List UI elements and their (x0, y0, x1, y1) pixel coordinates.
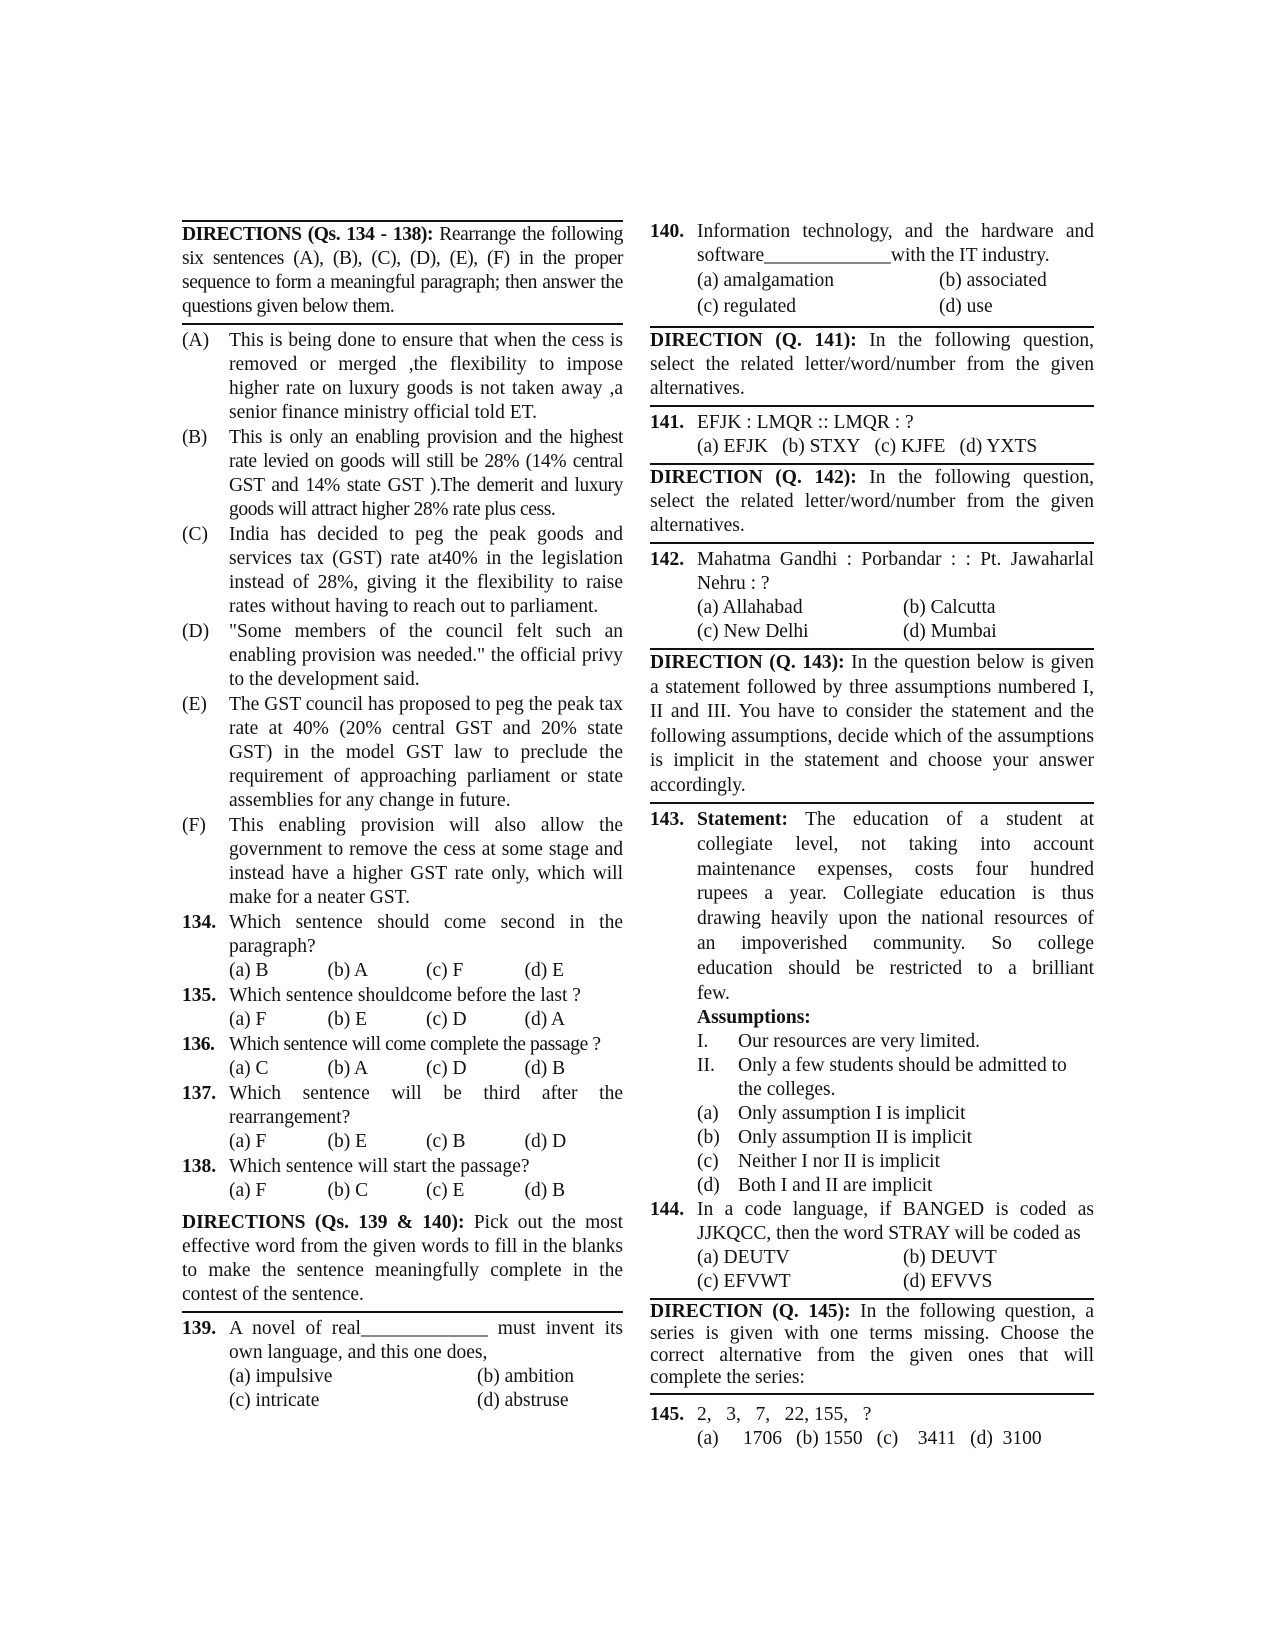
question-text: EFJK : LMQR :: LMQR : ? (697, 412, 914, 433)
question-137 (182, 1082, 623, 1130)
option[interactable]: (d) 3100 (970, 1428, 1042, 1450)
sentence-d (182, 620, 623, 692)
question-number: 139. (182, 1318, 217, 1339)
question-139 (182, 1317, 623, 1365)
options-138 (182, 1179, 623, 1204)
direction-heading: DIRECTION (Q. 143): (650, 652, 845, 673)
option[interactable]: (a) 1706 (697, 1428, 783, 1450)
question-142 (650, 548, 1094, 596)
assumption-label: I. (697, 1031, 709, 1053)
option[interactable]: (b) associated (939, 270, 1047, 291)
question-text: Mahatma Gandhi : Porbandar : : Pt. Jawaharlal Nehru : ? (697, 549, 1094, 594)
option[interactable]: (a) C (229, 1058, 269, 1079)
option[interactable]: (d) B (524, 1180, 566, 1201)
sentence-label: (C) (182, 524, 208, 545)
statement-label: Statement: (697, 809, 788, 830)
question-number: 142. (650, 549, 685, 570)
question-138 (182, 1155, 623, 1179)
option[interactable]: (a) F (229, 1180, 267, 1201)
direction-143 (650, 648, 1094, 804)
left-column (182, 220, 623, 1413)
option[interactable]: (a) EFJK (697, 436, 768, 457)
options-134 (182, 959, 623, 984)
directions-heading: DIRECTIONS (Qs. 139 & 140): (182, 1212, 465, 1233)
option-text: Only assumption II is implicit (738, 1127, 972, 1149)
sentence-text: The GST council has proposed to peg the peak tax rate at 40% (20% central GST and 20% state GST) in the model GST law to preclude the requirement of approaching parliament or state assemblies for any change in future. (229, 694, 623, 811)
option[interactable]: (c) intricate (229, 1390, 320, 1411)
option[interactable]: (d) A (524, 1009, 566, 1030)
direction-heading: DIRECTION (Q. 145): (650, 1301, 851, 1323)
directions-heading: DIRECTIONS (Qs. 134 - 138): (182, 224, 434, 245)
question-text: A novel of real_____________ must invent its own language, and this one does, (229, 1318, 623, 1363)
option-label: (b) (697, 1127, 720, 1149)
question-text: Which sentence will be third after the rearrangement? (229, 1083, 623, 1128)
sentence-text: This is only an enabling provision and the highest rate levied on goods will still be 28% (14% central GST and 14% state GST ).The demerit and luxury goods will attract higher 28% rate plus cess. (229, 427, 623, 520)
sentence-text: "Some members of the council felt such an enabling provision was needed." the official privy to the development said. (229, 621, 623, 690)
option[interactable]: (b) STXY (781, 436, 861, 457)
question-text: 2, 3, 7, 22, 155, ? (697, 1404, 872, 1426)
options-140 (650, 268, 1094, 320)
option[interactable]: (c) regulated (697, 296, 797, 317)
question-134 (182, 911, 623, 959)
options-141 (650, 435, 1094, 459)
options-145 (650, 1427, 1094, 1451)
option[interactable]: (c) D (426, 1009, 467, 1030)
sentence-a (182, 329, 623, 425)
option[interactable]: (b) DEUVT (903, 1247, 997, 1269)
option[interactable]: (b) A (327, 960, 369, 981)
option[interactable]: (d) EFVVS (903, 1271, 993, 1293)
direction-text: In the question below is given a statement followed by three assumptions numbered I, II and III. You have to consider the statement and the following assumptions, decide which of the assumptions is implicit in the statement and choose your answer accordingly. (650, 652, 1094, 796)
direction-heading: DIRECTION (Q. 141): (650, 330, 857, 351)
sentence-text: This is being done to ensure that when the cess is removed or merged ,the flexibility to impose higher rate on luxury goods is not taken away ,a senior finance ministry official told ET. (229, 330, 623, 423)
question-number: 137. (182, 1083, 217, 1104)
directions-134-138 (182, 220, 623, 325)
option-143-b[interactable] (650, 1126, 1094, 1150)
option-text: Neither I nor II is implicit (738, 1151, 940, 1173)
sentence-c (182, 523, 623, 619)
direction-141 (650, 326, 1094, 407)
sentence-label: (A) (182, 330, 210, 351)
options-142 (650, 596, 1094, 644)
question-number: 143. (650, 809, 685, 830)
question-number: 140. (650, 221, 685, 242)
question-number: 144. (650, 1199, 685, 1221)
question-text: Which sentence will come complete the passage ? (229, 1034, 601, 1055)
directions-139-140 (182, 1210, 623, 1313)
option-text: Both I and II are implicit (738, 1175, 933, 1197)
option-143-d[interactable] (650, 1174, 1094, 1198)
option[interactable]: (c) 3411 (876, 1428, 957, 1450)
directions-text: Rearrange the following six sentences (A), (B), (C), (D), (E), (F) in the proper sequence to form a meaningful paragraph; then answer the questions given below them. (182, 224, 623, 317)
sentence-e (182, 693, 623, 813)
question-text: Which sentence will start the passage? (229, 1156, 530, 1177)
question-number: 136. (182, 1034, 215, 1055)
direction-text: In the following question, select the related letter/word/number from the given alternatives. (650, 330, 1094, 399)
question-number: 145. (650, 1404, 685, 1426)
question-141 (650, 411, 1094, 435)
right-column (650, 220, 1094, 1451)
question-text (697, 808, 1094, 1006)
option[interactable]: (d) B (524, 1058, 566, 1079)
option[interactable]: (a) amalgamation (697, 270, 834, 291)
assumption-text: Only a few students should be admitted to the colleges. (738, 1055, 1067, 1101)
option-text: Only assumption I is implicit (738, 1103, 966, 1125)
options-136 (182, 1057, 623, 1082)
question-135 (182, 984, 623, 1008)
option-label: (c) (697, 1151, 719, 1173)
option-143-c[interactable] (650, 1150, 1094, 1174)
directions-text: Pick out the most effective word from the given words to fill in the blanks to make the sentence meaningfully complete in the contest of the sentence. (182, 1212, 623, 1305)
question-136 (182, 1033, 623, 1057)
sentence-f (182, 814, 623, 910)
question-number: 134. (182, 912, 217, 933)
option[interactable]: (d) E (524, 960, 565, 981)
option-label: (a) (697, 1103, 719, 1125)
option[interactable]: (d) D (524, 1131, 567, 1152)
option[interactable]: (b) C (327, 1180, 369, 1201)
option[interactable]: (b) E (327, 1131, 368, 1152)
option[interactable]: (d) YXTS (959, 436, 1038, 457)
direction-text: In the following question, a series is given with one terms missing. Choose the correct alternative from the given ones that will complete the series: (650, 1301, 1094, 1389)
option[interactable]: (c) D (426, 1058, 467, 1079)
sentence-b (182, 426, 623, 522)
option[interactable]: (b) E (327, 1009, 368, 1030)
option[interactable]: (a) F (229, 1009, 267, 1030)
assumption-text: Our resources are very limited. (738, 1031, 981, 1053)
option[interactable]: (c) KJFE (874, 436, 946, 457)
question-number: 141. (650, 412, 685, 433)
direction-142 (650, 463, 1094, 544)
sentence-label: (E) (182, 694, 207, 715)
option[interactable]: (a) B (229, 960, 269, 981)
sentence-label: (D) (182, 621, 210, 642)
question-number: 135. (182, 985, 217, 1006)
option[interactable]: (b) 1550 (796, 1428, 863, 1450)
direction-145 (650, 1298, 1094, 1395)
option[interactable]: (c) B (426, 1131, 466, 1152)
sentence-text: India has decided to peg the peak goods and services tax (GST) rate at40% in the legislation instead of 28%, giving it the flexibility to raise rates without having to reach out to parliament. (229, 524, 623, 617)
sentence-label: (F) (182, 815, 206, 836)
assumptions-heading: Assumptions: (697, 1007, 811, 1029)
question-143 (650, 808, 1094, 1006)
direction-heading: DIRECTION (Q. 142): (650, 467, 857, 488)
option[interactable]: (d) abstruse (477, 1390, 569, 1411)
options-137 (182, 1130, 623, 1155)
option[interactable]: (c) EFVWT (697, 1271, 791, 1293)
question-144 (650, 1198, 1094, 1246)
question-145 (650, 1403, 1094, 1427)
question-text: Which sentence shouldcome before the last ? (229, 985, 581, 1006)
assumption-label: II. (697, 1055, 715, 1077)
question-text: In a code language, if BANGED is coded as JJKQCC, then the word STRAY will be coded as (697, 1199, 1094, 1245)
option[interactable]: (b) A (327, 1058, 369, 1079)
option-label: (d) (697, 1175, 720, 1197)
option[interactable]: (d) use (939, 296, 993, 317)
assumption-1 (650, 1030, 1094, 1054)
options-135 (182, 1008, 623, 1033)
assumption-2 (650, 1054, 1094, 1102)
option[interactable]: (a) impulsive (229, 1366, 333, 1387)
option[interactable]: (b) ambition (477, 1366, 574, 1387)
option[interactable]: (c) New Delhi (697, 621, 809, 642)
option-143-a[interactable] (650, 1102, 1094, 1126)
question-text: Information technology, and the hardware and software_____________with the IT industry. (697, 221, 1094, 266)
direction-text: In the following question, select the related letter/word/number from the given alternatives. (650, 467, 1094, 536)
option[interactable]: (a) Allahabad (697, 597, 803, 618)
sentence-label: (B) (182, 427, 207, 448)
question-number: 138. (182, 1156, 217, 1177)
options-144 (650, 1246, 1094, 1294)
option[interactable]: (b) Calcutta (903, 597, 996, 618)
option[interactable]: (a) F (229, 1131, 267, 1152)
question-140 (650, 220, 1094, 268)
option[interactable]: (d) Mumbai (903, 621, 997, 642)
question-text: Which sentence should come second in the paragraph? (229, 912, 623, 957)
sentence-text: This enabling provision will also allow the government to remove the cess at some stage and instead have a higher GST rate only, which will make for a neater GST. (229, 815, 623, 908)
option[interactable]: (c) E (426, 1180, 465, 1201)
option[interactable]: (c) F (426, 960, 464, 981)
option[interactable]: (a) DEUTV (697, 1247, 790, 1269)
options-139 (182, 1365, 623, 1413)
statement-text: The education of a student at collegiate level, not taking into account maintenance expenses, costs four hundred rupees a year. Collegiate education is thus drawing heavily upon the national resources of an impoverished community. So college education should be restricted to a brilliant few. (697, 809, 1094, 1004)
